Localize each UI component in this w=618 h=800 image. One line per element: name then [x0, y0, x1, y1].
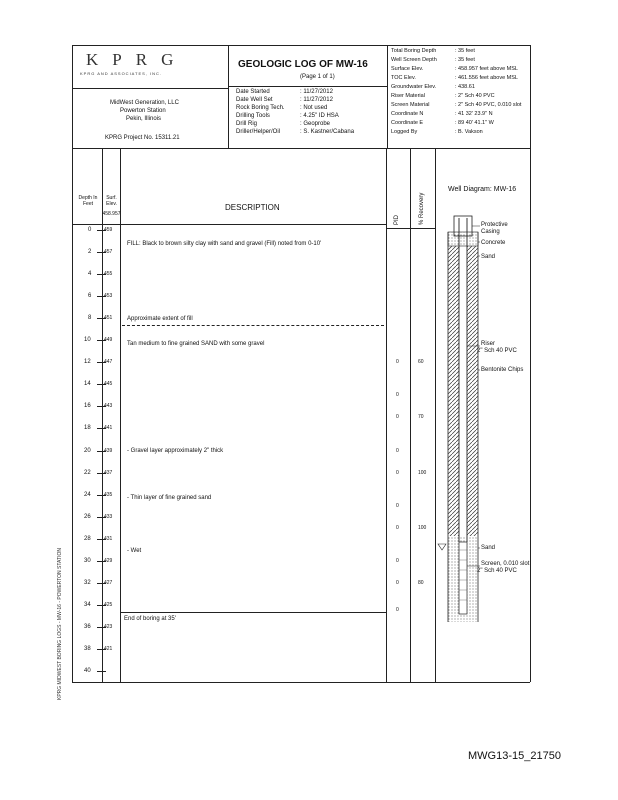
recovery-value: 100: [418, 469, 427, 476]
pid-value: 0: [396, 524, 399, 531]
site-name: Powerton Station: [120, 108, 166, 114]
elev-value: 458.957: [102, 211, 121, 217]
site-city: Pekin, Illinois: [126, 116, 162, 122]
drilling-value: : 4.25" ID HSA: [300, 113, 339, 119]
label-sand: Sand: [481, 545, 496, 551]
label-screen: Screen, 0.010 slot: [481, 561, 530, 567]
label-protective: Protective: [481, 222, 508, 228]
depth-tick: [97, 406, 106, 407]
label-screen-material: 2" Sch 40 PVC: [477, 568, 517, 574]
elevation-tick-label: 455: [104, 271, 113, 278]
drilling-value: : 11/27/2012: [300, 97, 333, 103]
well-info-label: Screen Material: [391, 102, 430, 108]
elevation-tick-label: 441: [104, 425, 113, 432]
elevation-tick-label: 443: [104, 403, 113, 410]
well-info-label: Logged By: [391, 129, 418, 135]
depth-tick-label: 14: [84, 381, 91, 388]
depth-tick: [97, 384, 106, 385]
elevation-tick-label: 453: [104, 293, 113, 300]
depth-tick: [97, 296, 106, 297]
drilling-label: Date Started: [236, 89, 270, 95]
depth-tick-label: 16: [84, 403, 91, 410]
frame-left: [72, 45, 73, 682]
pid-value: 0: [396, 557, 399, 564]
drilling-label: Date Well Set: [236, 97, 273, 103]
well-info-value: : B. Vakson: [455, 129, 483, 135]
depth-tick-label: 2: [88, 249, 92, 256]
depth-tick-label: 26: [84, 513, 91, 520]
depth-tick: [97, 230, 106, 231]
header-bottom-line: [72, 148, 530, 149]
water-level-marker: [438, 544, 446, 550]
description-end-of-boring: End of boring at 35': [124, 616, 176, 622]
elevation-tick-label: 429: [104, 557, 113, 564]
title-underline: [228, 86, 387, 87]
depth-tick-label: 6: [88, 293, 92, 300]
pid-value: 0: [396, 469, 399, 476]
depth-tick-label: 30: [84, 557, 91, 564]
description-fill: FILL: Black to brown silty clay with sand and gravel (Fill) noted from 0-10': [127, 241, 322, 247]
depth-tick-label: 22: [84, 469, 91, 476]
label-bentonite-chips: Bentonite Chips: [481, 367, 524, 373]
bentonite-left: [448, 246, 459, 536]
drilling-label: Drill Rig: [236, 121, 257, 127]
depth-tick: [97, 473, 106, 474]
description-fill-extent: Approximate extent of fill: [127, 316, 193, 322]
company-logo: KPRG: [86, 50, 188, 69]
depth-tick-label: 4: [88, 271, 92, 278]
recovery-value: 80: [418, 579, 424, 586]
elevation-tick-label: 437: [104, 469, 113, 476]
well-info-value: : 35 feet: [455, 57, 475, 63]
depth-tick-label: 8: [88, 315, 92, 322]
well-info-label: Total Boring Depth: [391, 48, 437, 54]
depth-tick: [97, 252, 106, 253]
elevation-tick-label: 449: [104, 337, 113, 344]
pid-value: 0: [396, 579, 399, 586]
depth-tick-label: 36: [84, 623, 91, 630]
elevation-tick-label: 427: [104, 579, 113, 586]
well-info-label: TOC Elev.: [391, 75, 416, 81]
side-note: KPRG MIDWEST BORING LOGS - MW-16 - POWERTON STATION: [57, 548, 63, 700]
description-fine-sand: - Thin layer of fine grained sand: [127, 495, 212, 501]
label-casing: Casing: [481, 229, 500, 235]
log-page: (Page 1 of 1): [300, 74, 335, 80]
drilling-value: : S. Kastner/Cabana: [300, 129, 355, 135]
well-info-value: : 438.61: [455, 84, 475, 90]
elevation-tick-label: 447: [104, 359, 113, 366]
description-header: DESCRIPTION: [225, 203, 280, 212]
elevation-tick-label: 439: [104, 447, 113, 454]
bentonite-right: [467, 246, 478, 536]
depth-tick-label: 38: [84, 645, 91, 652]
depth-tick-label: 10: [84, 337, 91, 344]
pid-value: 0: [396, 502, 399, 509]
elevation-tick-label: 435: [104, 491, 113, 498]
depth-tick: [97, 451, 106, 452]
company-tagline: KPRG AND ASSOCIATES, INC.: [80, 71, 163, 76]
elevation-tick-label: 423: [104, 623, 113, 630]
drilling-value: : Geoprobe: [300, 121, 331, 127]
description-sand: Tan medium to fine grained SAND with some gravel: [127, 341, 265, 347]
header-divider-1: [228, 45, 229, 148]
description-gravel-layer: - Gravel layer approximately 2" thick: [127, 448, 224, 454]
column-header-line-2: [386, 228, 435, 229]
well-info-value: : 89 40' 41.1" W: [455, 120, 494, 126]
recovery-value: 100: [418, 524, 427, 531]
well-info-value: : 2" Sch 40 PVC: [455, 93, 495, 99]
depth-tick-label: 12: [84, 359, 91, 366]
label-riser: Riser: [481, 341, 496, 347]
depth-tick: [97, 274, 106, 275]
depth-tick-label: 32: [84, 579, 91, 586]
depth-tick: [97, 318, 106, 319]
description-wet: - Wet: [127, 548, 142, 554]
elev-col-divider: [120, 148, 121, 682]
elevation-tick-label: 459: [104, 227, 113, 233]
depth-col-divider: [102, 148, 103, 682]
pid-value: 0: [396, 359, 399, 366]
well-info-label: Groundwater Elev.: [391, 84, 437, 90]
elevation-tick-label: 445: [104, 381, 113, 388]
drilling-label: Driller/Helper/Oil: [236, 129, 281, 135]
well-info-value: : 41 32' 23.9" N: [455, 111, 493, 117]
depth-tick: [97, 605, 106, 606]
depth-header: Depth In Feet: [78, 195, 98, 207]
recovery-value: 70: [418, 414, 424, 421]
elevation-tick-label: 457: [104, 249, 113, 256]
drilling-value: : Not used: [300, 105, 328, 111]
depth-tick-label: 0: [88, 227, 92, 233]
well-info-label: Well Screen Depth: [391, 57, 437, 63]
well-info-value: : 461.556 feet above MSL: [455, 75, 518, 81]
concrete-seal: [448, 232, 478, 246]
drilling-value: : 11/27/2012: [300, 89, 333, 95]
elevation-tick-label: 433: [104, 513, 113, 520]
well-info-value: : 2" Sch 40 PVC, 0.010 slot: [455, 102, 522, 108]
well-info-label: Coordinate N: [391, 111, 424, 117]
depth-tick: [97, 649, 106, 650]
depth-tick-label: 34: [84, 601, 91, 608]
well-info-label: Riser Material: [391, 93, 425, 99]
document-id: MWG13-15_21750: [468, 750, 561, 762]
frame-top: [72, 45, 530, 46]
depth-tick: [97, 340, 106, 341]
well-info-value: : 35 feet: [455, 48, 475, 54]
depth-tick-label: 24: [84, 491, 91, 498]
project-number: KPRG Project No. 15311.21: [105, 135, 180, 141]
end-of-boring-line: [120, 612, 386, 613]
pid-value: 0: [396, 392, 399, 399]
depth-tick: [97, 539, 106, 540]
pid-value: 0: [396, 414, 399, 421]
depth-tick: [97, 561, 106, 562]
depth-tick: [97, 495, 106, 496]
depth-tick: [97, 671, 106, 672]
well-screen: [459, 542, 467, 614]
well-info-label: Coordinate E: [391, 120, 424, 126]
well-info-value: : 458.957 feet above MSL: [455, 66, 518, 72]
log-title: GEOLOGIC LOG OF MW-16: [238, 59, 368, 70]
logo-underline: [72, 88, 228, 89]
depth-tick-label: 28: [84, 535, 91, 542]
depth-tick: [97, 362, 106, 363]
label-riser-material: 2" Sch 40 PVC: [477, 348, 517, 354]
drilling-label: Rock Boring Tech.: [236, 105, 285, 111]
elevation-tick-label: 451: [104, 315, 113, 322]
depth-tick-label: 18: [84, 425, 91, 432]
elevation-tick-label: 425: [104, 601, 113, 608]
depth-tick-label: 20: [84, 447, 91, 454]
header-divider-2: [387, 45, 388, 148]
label-sand-top: Sand: [481, 254, 496, 260]
depth-tick: [97, 583, 106, 584]
drilling-label: Drilling Tools: [236, 113, 270, 119]
label-concrete: Concrete: [481, 240, 506, 246]
recovery-header: % Recovery: [419, 192, 425, 225]
depth-tick-label: 40: [84, 668, 91, 674]
elevation-tick-label: 431: [104, 535, 113, 542]
well-info-label: Surface Elev.: [391, 66, 424, 72]
pid-value: 0: [396, 447, 399, 454]
depth-tick: [97, 627, 106, 628]
fill-extent-line: [122, 325, 384, 326]
client-name: MidWest Generation, LLC: [110, 100, 179, 106]
depth-tick: [97, 428, 106, 429]
elev-header: Surf. Elev.: [106, 195, 117, 207]
frame-bottom: [72, 682, 530, 683]
pid-header: PID: [394, 214, 400, 225]
well-diagram-header: Well Diagram: MW-16: [448, 186, 517, 193]
elevation-tick-label: 421: [104, 645, 113, 652]
pid-value: 0: [396, 607, 399, 614]
column-header-line: [72, 224, 386, 225]
recovery-value: 60: [418, 359, 424, 366]
depth-tick: [97, 517, 106, 518]
